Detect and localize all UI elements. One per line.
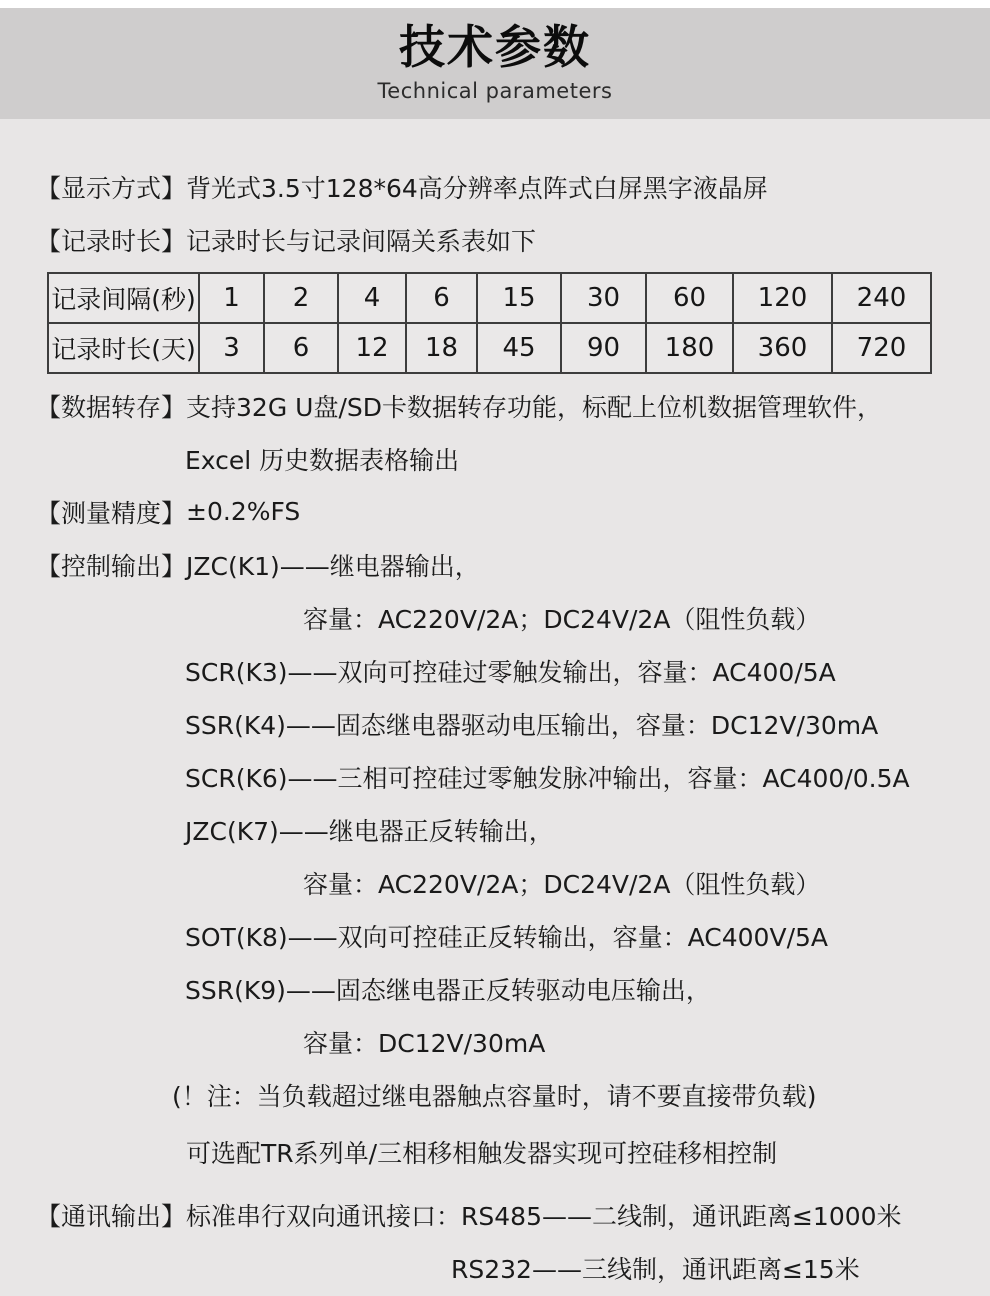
table-cell: 12 — [338, 323, 406, 373]
spec-text-data-transfer: 支持32G U盘/SD卡数据转存功能，标配上位机数据管理软件， — [186, 392, 882, 422]
table-cell: 3 — [199, 323, 264, 373]
table-cell: 1 — [199, 273, 264, 323]
spec-line-control-output-k1 — [0, 538, 990, 591]
table-cell: 45 — [477, 323, 561, 373]
spec-line-k4 — [0, 697, 990, 750]
record-interval-table — [47, 272, 932, 374]
spec-content — [0, 160, 990, 1294]
spec-line-k3 — [0, 644, 990, 697]
spec-text-k8: SOT(K8)——双向可控硅正反转输出，容量：AC400V/5A — [185, 922, 828, 952]
table-row-interval — [48, 273, 931, 323]
spec-line-accuracy — [0, 485, 990, 538]
spec-label-display-mode: 【显示方式】 — [36, 173, 187, 203]
spec-text-k3: SCR(K3)——双向可控硅过零触发输出，容量：AC400/5A — [185, 657, 836, 687]
table-cell: 720 — [832, 323, 931, 373]
spec-label-accuracy: 【测量精度】 — [36, 498, 187, 528]
spec-text-overload-note: (！注：当负载超过继电器触点容量时，请不要直接带负载) — [172, 1081, 817, 1111]
spec-text-k1-capacity: 容量：AC220V/2A；DC24V/2A（阻性负载） — [303, 604, 821, 634]
spec-line-display-mode — [0, 160, 990, 213]
spec-line-tr-option — [0, 1125, 990, 1178]
spec-text-k9-capacity: 容量：DC12V/30mA — [303, 1028, 546, 1058]
spec-line-record-duration — [0, 213, 990, 266]
table-cell: 6 — [264, 323, 338, 373]
spec-label-comm-output: 【通讯输出】 — [36, 1201, 187, 1231]
spec-line-rs232 — [0, 1241, 990, 1294]
spec-label-control-output: 【控制输出】 — [36, 551, 187, 581]
table-cell: 180 — [646, 323, 733, 373]
spec-text-k7: JZC(K7)——继电器正反转输出， — [185, 816, 554, 846]
spec-text-display-mode: 背光式3.5寸128*64高分辨率点阵式白屏黑字液晶屏 — [186, 173, 768, 203]
spec-label-data-transfer: 【数据转存】 — [36, 392, 187, 422]
table-cell: 360 — [733, 323, 832, 373]
spec-line-k7 — [0, 803, 990, 856]
table-cell: 120 — [733, 273, 832, 323]
spec-line-k6 — [0, 750, 990, 803]
page-title: 技术参数 — [399, 20, 591, 74]
spec-line-k8 — [0, 909, 990, 962]
top-white-strip — [0, 0, 990, 8]
spec-line-excel-output — [0, 432, 990, 485]
spec-line-data-transfer — [0, 379, 990, 432]
row-header-duration: 记录时长(天) — [48, 323, 199, 373]
spec-text-record-duration: 记录时长与记录间隔关系表如下 — [186, 226, 537, 256]
table-cell: 2 — [264, 273, 338, 323]
page-subtitle: Technical parameters — [377, 79, 613, 103]
spec-text-rs485: 标准串行双向通讯接口：RS485——二线制，通讯距离≤1000米 — [186, 1201, 902, 1231]
spec-line-comm-output — [0, 1188, 990, 1241]
spec-text-excel-output: Excel 历史数据表格输出 — [185, 445, 460, 475]
spec-text-k7-capacity: 容量：AC220V/2A；DC24V/2A（阻性负载） — [303, 869, 821, 899]
table-cell: 30 — [561, 273, 646, 323]
table-cell: 18 — [406, 323, 477, 373]
spec-text-k1: JZC(K1)——继电器输出， — [186, 551, 480, 581]
spec-text-k9: SSR(K9)——固态继电器正反转驱动电压输出， — [185, 975, 711, 1005]
row-header-interval: 记录间隔(秒) — [48, 273, 199, 323]
spec-label-record-duration: 【记录时长】 — [36, 226, 187, 256]
spec-text-accuracy: ±0.2%FS — [186, 497, 301, 526]
table-cell: 240 — [832, 273, 931, 323]
table-cell: 6 — [406, 273, 477, 323]
spec-line-overload-note — [0, 1068, 990, 1121]
table-cell: 4 — [338, 273, 406, 323]
spec-text-rs232: RS232——三线制，通讯距离≤15米 — [451, 1254, 860, 1284]
spec-line-k7-capacity — [0, 856, 990, 909]
table-row-duration — [48, 323, 931, 373]
spec-text-k6: SCR(K6)——三相可控硅过零触发脉冲输出，容量：AC400/0.5A — [185, 763, 910, 793]
table-cell: 90 — [561, 323, 646, 373]
spec-text-tr-option: 可选配TR系列单/三相移相触发器实现可控硅移相控制 — [186, 1138, 778, 1168]
spec-line-k1-capacity — [0, 591, 990, 644]
spec-text-k4: SSR(K4)——固态继电器驱动电压输出，容量：DC12V/30mA — [185, 710, 879, 740]
table-cell: 15 — [477, 273, 561, 323]
spec-line-k9 — [0, 962, 990, 1015]
table-cell: 60 — [646, 273, 733, 323]
spec-line-k9-capacity — [0, 1015, 990, 1068]
header-band — [0, 8, 990, 119]
